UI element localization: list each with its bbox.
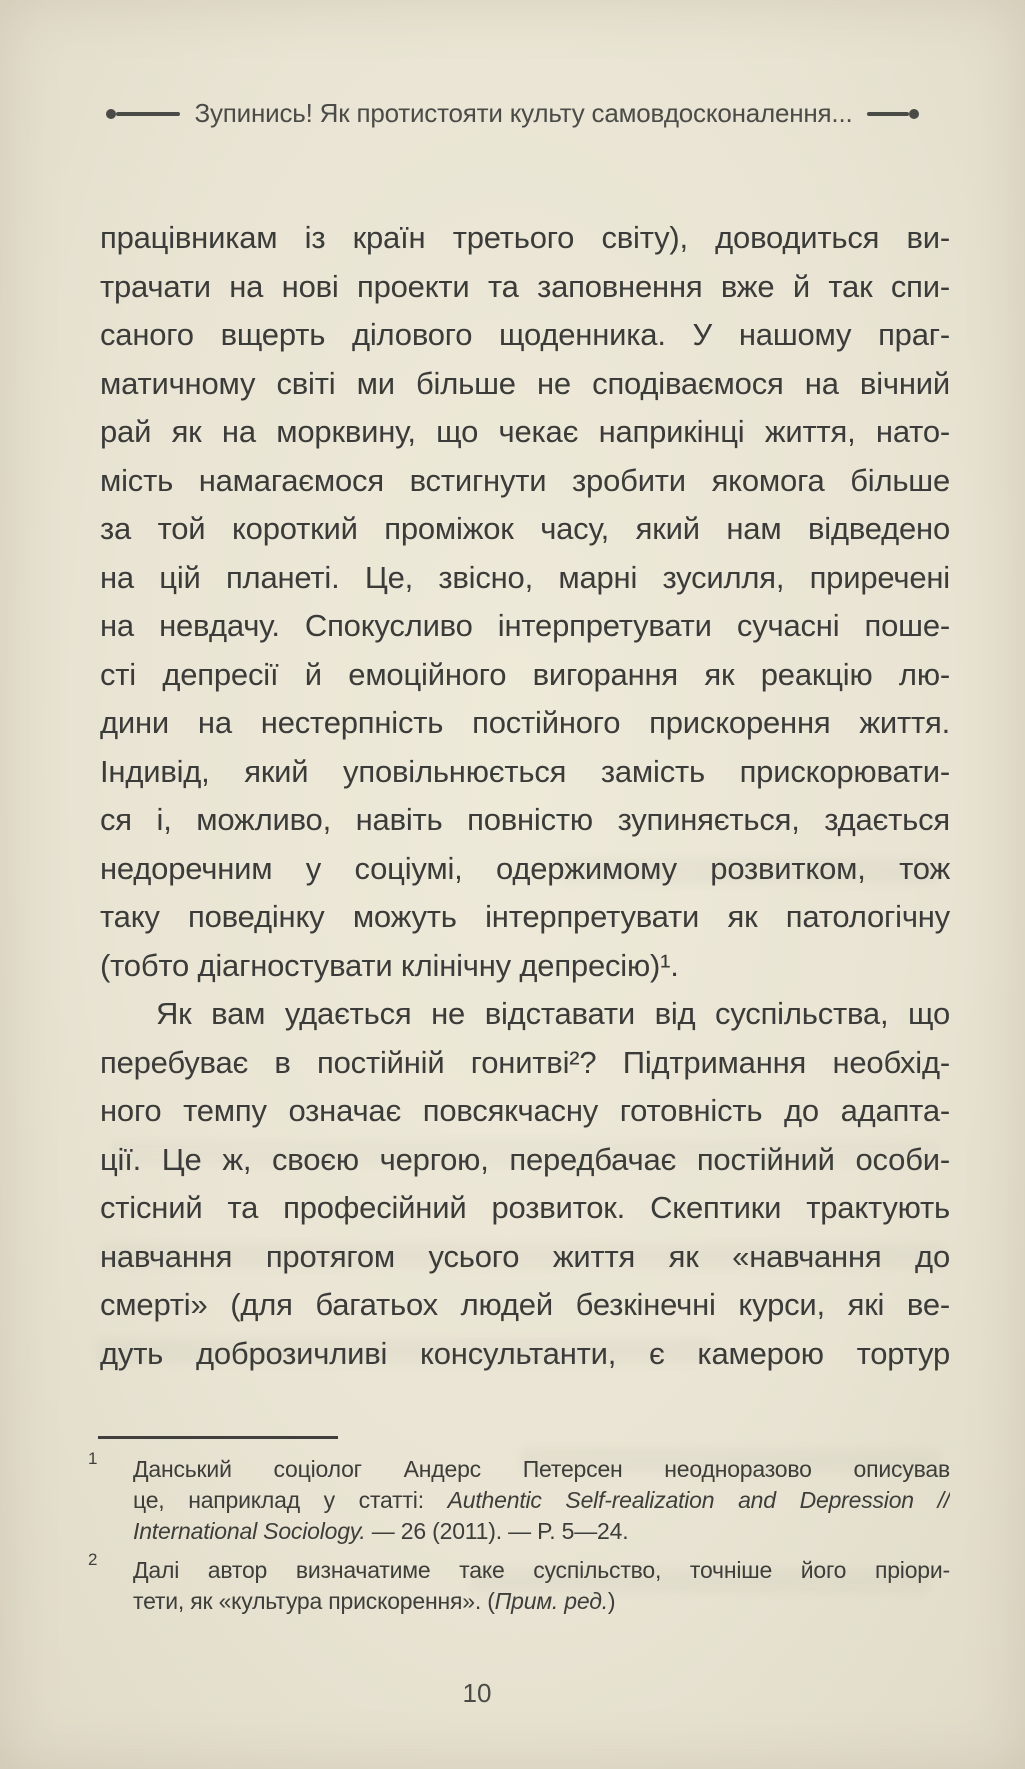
text-line: на невдачу. Спокусливо інтерпретувати сучасні поше- xyxy=(100,608,950,643)
footnote-line: тети, як «культура прискорення». (Прим. ред.) xyxy=(133,1588,616,1614)
text-line: за той короткий проміжок часу, який нам відведено xyxy=(100,511,950,546)
footnote-number: 1 xyxy=(88,1449,98,1468)
running-header xyxy=(0,98,1025,129)
text-line: Як вам удається не відставати від суспільства, що xyxy=(156,996,950,1031)
text-line: дуть доброзичливі консультанти, є камерою тортур xyxy=(100,1335,950,1371)
text-line: перебуває в постійній гонитві²? Підтримання необхід- xyxy=(100,1044,950,1080)
footnote-line: Данський соціолог Андерс Петерсен неодноразово описував xyxy=(133,1456,950,1482)
text-line: матичному світі ми більше не сподіваємося на вічний xyxy=(100,365,950,401)
footnote-separator-rule xyxy=(98,1436,338,1439)
text-line: на цій планеті. Це, звісно, марні зусилля, приречені xyxy=(100,559,950,595)
text-line: ції. Це ж, своєю чергою, передбачає постійний особи- xyxy=(100,1141,950,1177)
text-line: навчання протягом усього життя як «навчання до xyxy=(100,1238,950,1274)
text-line: дини на нестерпність постійного прискорення життя. xyxy=(100,705,950,740)
footnotes xyxy=(88,1449,950,1617)
text-line: мість намагаємося встигнути зробити якомога більше xyxy=(100,462,950,498)
footnote-number: 2 xyxy=(88,1550,98,1569)
text-line: саного вщерть ділового щоденника. У нашому праг- xyxy=(100,317,950,352)
text-line: таку поведінку можуть інтерпретувати як патологічну xyxy=(100,899,950,934)
text-line: рай як на морквину, що чекає наприкінці життя, нато- xyxy=(100,414,950,449)
footnote xyxy=(88,1449,950,1547)
header-right-rule xyxy=(867,112,909,116)
page-number: 10 xyxy=(462,1678,492,1708)
footnote-line: Далі автор визначатиме таке суспільство, точніше його пріори- xyxy=(133,1557,950,1583)
running-header-title: Зупинись! Як протистояти культу самовдосконалення... xyxy=(194,98,853,128)
body-text xyxy=(100,214,950,1378)
text-line: стісний та професійний розвиток. Скептики трактують xyxy=(100,1190,950,1225)
text-line: (тобто діагностувати клінічну депресію)¹. xyxy=(100,947,679,983)
header-right-dot-icon xyxy=(909,109,919,119)
text-line: недоречним у соціумі, одержимому розвитком, тож xyxy=(100,850,950,886)
text-line: сті депресії й емоційного вигорання як реакцію лю- xyxy=(100,656,950,692)
text-line: смерті» (для багатьох людей безкінечні курси, які ве- xyxy=(100,1287,950,1322)
text-line: ся і, можливо, навіть повністю зупиняється, здається xyxy=(100,802,950,837)
header-left-rule xyxy=(116,112,180,116)
footnote xyxy=(88,1550,950,1617)
footnote-line: це, наприклад у статті: Authentic Self-realization and Depression // xyxy=(133,1487,950,1513)
text-line: трачати на нові проекти та заповнення вже й так спи- xyxy=(100,268,950,304)
text-line: Індивід, який уповільнюється замість прискорювати- xyxy=(100,753,950,789)
text-line: працівникам із країн третього світу), доводиться ви- xyxy=(100,220,950,255)
text-line: ного темпу означає повсякчасну готовність до адапта- xyxy=(100,1093,950,1128)
footnote-line: International Sociology. — 26 (2011). — P. 5—24. xyxy=(133,1518,629,1544)
header-left-dot-icon xyxy=(106,109,116,119)
